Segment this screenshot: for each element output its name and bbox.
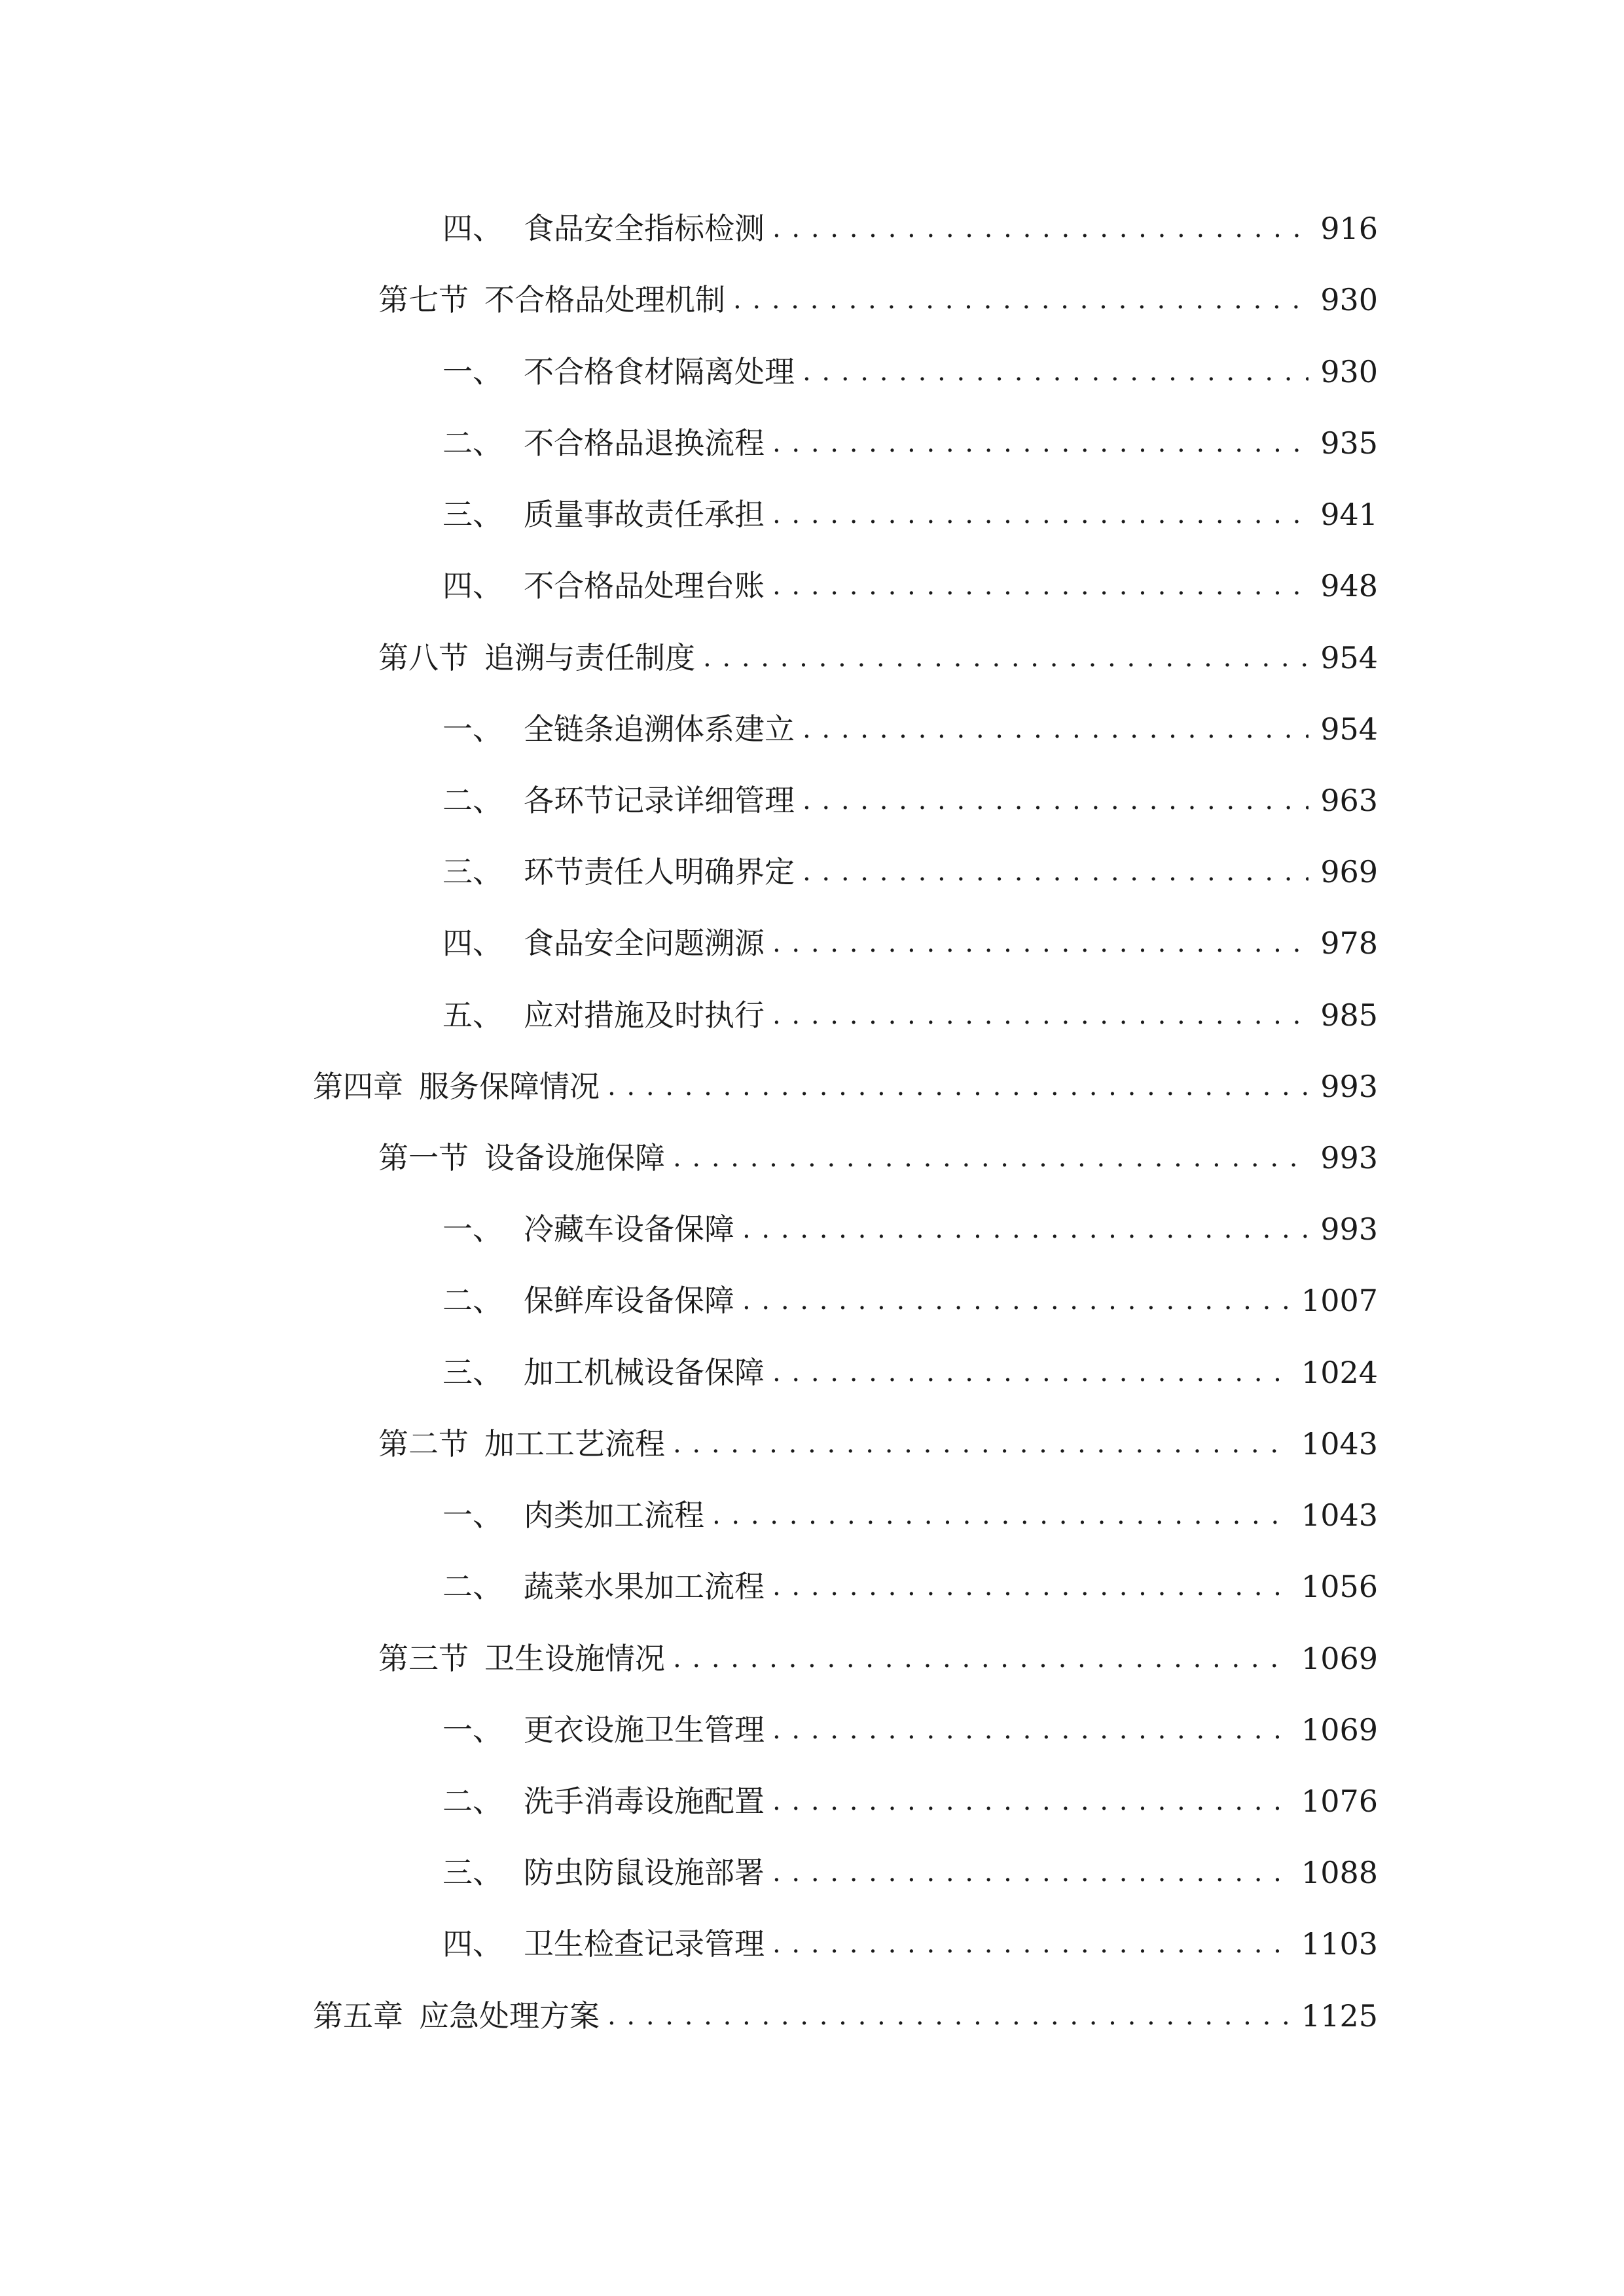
dot-leader: [712, 1489, 1290, 1541]
toc-entry-label: 四、: [442, 1926, 503, 1962]
toc-entry[interactable]: [442, 488, 1378, 541]
toc-entry-label: 第五章: [313, 1998, 403, 2034]
dot-leader: [803, 846, 1308, 898]
dot-leader: [772, 1346, 1290, 1399]
toc-entry-page-number: 993: [1320, 1211, 1378, 1247]
toc-entry-title: 不合格品处理台账: [524, 568, 765, 603]
toc-entry-page-number: 1088: [1301, 1855, 1378, 1890]
toc-entry-title: 追溯与责任制度: [484, 640, 695, 675]
toc-entry-title: 设备设施保障: [484, 1140, 665, 1175]
dot-leader: [673, 1418, 1290, 1470]
toc-entry[interactable]: [442, 346, 1378, 398]
toc-entry-title: 环节责任人明确界定: [524, 854, 795, 889]
toc-entry[interactable]: [442, 846, 1378, 898]
toc-entry-label: 第七节: [378, 282, 469, 317]
dot-leader: [772, 1918, 1290, 1970]
toc-entry-page-number: 1043: [1301, 1498, 1378, 1533]
dot-leader: [772, 560, 1308, 612]
toc-entry-page-number: 941: [1320, 497, 1378, 532]
toc-entry-label: 一、: [442, 354, 503, 389]
toc-entry-label: 第八节: [378, 640, 469, 675]
toc-entry-title: 各环节记录详细管理: [524, 783, 795, 818]
toc-entry[interactable]: [442, 989, 1378, 1041]
toc-entry-title: 服务保障情况: [419, 1069, 600, 1104]
toc-entry-label: 一、: [442, 1211, 503, 1247]
toc-entry-label: 一、: [442, 711, 503, 747]
toc-entry[interactable]: [442, 1203, 1378, 1255]
toc-entry-title: 防虫防鼠设施部署: [524, 1855, 765, 1890]
toc-entry-page-number: 930: [1320, 354, 1378, 389]
toc-entry[interactable]: [313, 1060, 1378, 1113]
toc-entry-page-number: 985: [1320, 997, 1378, 1033]
toc-entry[interactable]: [442, 1274, 1378, 1327]
dot-leader: [772, 1846, 1290, 1899]
toc-entry-page-number: 1103: [1301, 1926, 1378, 1962]
toc-entry-page-number: 1069: [1301, 1712, 1378, 1748]
toc-entry-label: 第四章: [313, 1069, 403, 1104]
toc-entry-title: 食品安全问题溯源: [524, 925, 765, 961]
toc-entry-label: 第三节: [378, 1641, 469, 1676]
toc-entry[interactable]: [442, 560, 1378, 612]
toc-entry[interactable]: [442, 703, 1378, 755]
dot-leader: [803, 703, 1308, 755]
dot-leader: [772, 1704, 1290, 1756]
toc-entry-label: 三、: [442, 1355, 503, 1390]
dot-leader: [703, 632, 1308, 684]
toc-entry-label: 三、: [442, 1855, 503, 1890]
toc-entry[interactable]: [442, 1346, 1378, 1399]
toc-entry-label: 三、: [442, 854, 503, 889]
dot-leader: [607, 1990, 1290, 2042]
dot-leader: [607, 1060, 1308, 1113]
toc-entry-page-number: 948: [1320, 568, 1378, 603]
dot-leader: [772, 989, 1308, 1041]
toc-entry-title: 洗手消毒设施配置: [524, 1784, 765, 1819]
toc-entry-title: 卫生设施情况: [484, 1641, 665, 1676]
toc-entry-title: 应对措施及时执行: [524, 997, 765, 1033]
toc-entry[interactable]: [378, 1632, 1378, 1685]
toc-entry-label: 三、: [442, 497, 503, 532]
toc-entry[interactable]: [442, 417, 1378, 469]
dot-leader: [772, 488, 1308, 541]
toc-entry-title: 应急处理方案: [419, 1998, 600, 2034]
toc-entry[interactable]: [378, 632, 1378, 684]
toc-entry-label: 二、: [442, 1569, 503, 1604]
toc-entry-title: 加工工艺流程: [484, 1426, 665, 1462]
dot-leader: [742, 1274, 1290, 1327]
toc-entry[interactable]: [442, 1918, 1378, 1970]
toc-entry-label: 二、: [442, 1283, 503, 1318]
toc-entry-label: 四、: [442, 211, 503, 246]
toc-entry-label: 二、: [442, 783, 503, 818]
toc-entry-title: 食品安全指标检测: [524, 211, 765, 246]
toc-entry-title: 加工机械设备保障: [524, 1355, 765, 1390]
toc-entry-title: 质量事故责任承担: [524, 497, 765, 532]
toc-entry-label: 二、: [442, 1784, 503, 1819]
toc-entry-page-number: 1069: [1301, 1641, 1378, 1676]
toc-entry-page-number: 1043: [1301, 1426, 1378, 1462]
dot-leader: [772, 1775, 1290, 1827]
toc-entry-title: 更衣设施卫生管理: [524, 1712, 765, 1748]
toc-entry-label: 四、: [442, 568, 503, 603]
toc-entry-page-number: 1056: [1301, 1569, 1378, 1604]
toc-entry[interactable]: [442, 1704, 1378, 1756]
dot-leader: [673, 1632, 1290, 1685]
toc-entry-label: 五、: [442, 997, 503, 1033]
toc-entry-title: 保鲜库设备保障: [524, 1283, 734, 1318]
toc-entry-title: 不合格品处理机制: [484, 282, 725, 317]
toc-entry-title: 卫生检查记录管理: [524, 1926, 765, 1962]
toc-entry[interactable]: [313, 1990, 1378, 2042]
toc-entry[interactable]: [442, 917, 1378, 969]
toc-entry-page-number: 978: [1320, 925, 1378, 961]
dot-leader: [673, 1132, 1308, 1184]
toc-entry-title: 不合格品退换流程: [524, 425, 765, 461]
toc-entry[interactable]: [442, 774, 1378, 827]
toc-entry-title: 蔬菜水果加工流程: [524, 1569, 765, 1604]
toc-entry-page-number: 1076: [1301, 1784, 1378, 1819]
toc-entry-page-number: 969: [1320, 854, 1378, 889]
toc-entry[interactable]: [378, 1418, 1378, 1470]
toc-entry-label: 四、: [442, 925, 503, 961]
toc-entry[interactable]: [442, 1846, 1378, 1899]
toc-entry-label: 一、: [442, 1498, 503, 1533]
dot-leader: [772, 917, 1308, 969]
toc-entry-page-number: 963: [1320, 783, 1378, 818]
toc-entry-title: 不合格食材隔离处理: [524, 354, 795, 389]
toc-entry[interactable]: [442, 1489, 1378, 1541]
toc-entry-page-number: 954: [1320, 640, 1378, 675]
toc-entry-label: 第一节: [378, 1140, 469, 1175]
toc-entry-page-number: 935: [1320, 425, 1378, 461]
dot-leader: [733, 274, 1308, 326]
toc-entry-page-number: 954: [1320, 711, 1378, 747]
toc-entry-title: 冷藏车设备保障: [524, 1211, 734, 1247]
toc-entry[interactable]: [378, 274, 1378, 326]
toc-entry-page-number: 1024: [1301, 1355, 1378, 1390]
toc-entry-label: 一、: [442, 1712, 503, 1748]
toc-entry[interactable]: [378, 1132, 1378, 1184]
toc-entry-title: 肉类加工流程: [524, 1498, 704, 1533]
toc-entry[interactable]: [442, 202, 1378, 255]
toc-entry[interactable]: [442, 1560, 1378, 1613]
toc-entry-page-number: 916: [1320, 211, 1378, 246]
dot-leader: [772, 202, 1308, 255]
toc-entry-label: 第二节: [378, 1426, 469, 1462]
dot-leader: [803, 774, 1308, 827]
dot-leader: [803, 346, 1308, 398]
dot-leader: [742, 1203, 1308, 1255]
toc-entry-page-number: 993: [1320, 1140, 1378, 1175]
dot-leader: [772, 1560, 1290, 1613]
toc-entry-page-number: 1007: [1301, 1283, 1378, 1318]
toc-entry-page-number: 993: [1320, 1069, 1378, 1104]
toc-entry-label: 二、: [442, 425, 503, 461]
toc-entry-title: 全链条追溯体系建立: [524, 711, 795, 747]
dot-leader: [772, 417, 1308, 469]
toc-entry-page-number: 930: [1320, 282, 1378, 317]
toc-entry-page-number: 1125: [1301, 1998, 1378, 2034]
toc-entry[interactable]: [442, 1775, 1378, 1827]
